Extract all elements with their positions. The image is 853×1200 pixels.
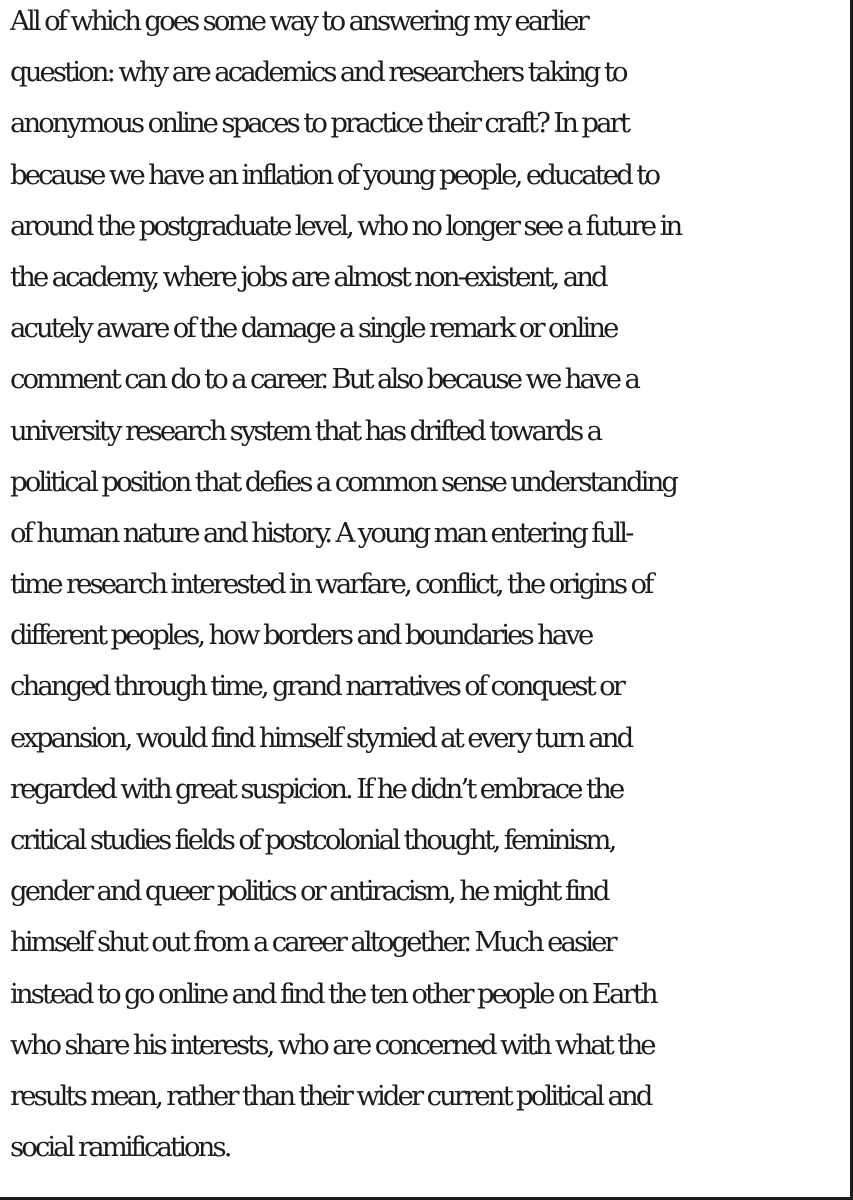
paragraph-line: because we have an inflation of young people, educated to [10, 158, 659, 191]
paragraph-line: comment can do to a career. But also because we have a [10, 363, 638, 396]
paragraph-line: different peoples, how borders and boundaries have [10, 619, 592, 652]
paragraph-line: social ramifications. [10, 1131, 230, 1164]
paragraph-line: time research interested in warfare, conflict, the origins of [10, 568, 652, 601]
paragraph-line: political position that defies a common sense understanding [10, 465, 677, 498]
paragraph-line: All of which goes some way to answering my earlier [10, 5, 587, 37]
paragraph-line: gender and queer politics or antiracism, he might find [10, 875, 608, 908]
paragraph-line: expansion, would find himself stymied at every turn and [10, 721, 632, 754]
paragraph-line: results mean, rather than their wider current political and [10, 1079, 651, 1112]
paragraph-line: changed through time, grand narratives of conquest or [10, 670, 624, 703]
paragraph-line: himself shut out from a career altogether. Much easier [10, 926, 615, 959]
paragraph-line: regarded with great suspicion. If he didn’t embrace the [10, 772, 623, 805]
paragraph-line: acutely aware of the damage a single remark or online [10, 312, 617, 345]
paragraph-line: question: why are academics and researchers taking to [10, 56, 626, 89]
paragraph-line: who share his interests, who are concerned with what the [10, 1028, 654, 1061]
paragraph-line: anonymous online spaces to practice their craft? In part [10, 107, 628, 140]
paragraph-line: of human nature and history. A young man entering full- [10, 516, 632, 549]
paragraph-line: critical studies fields of postcolonial thought, feminism, [10, 824, 615, 856]
article-paragraph [10, 0, 845, 1177]
paragraph-line: university research system that has drifted towards a [10, 414, 601, 447]
paragraph-line: instead to go online and find the ten other people on Earth [10, 977, 656, 1010]
paragraph-line: around the postgraduate level, who no longer see a future in [10, 209, 681, 242]
paragraph-line: the academy, where jobs are almost non-existent, and [10, 260, 606, 293]
